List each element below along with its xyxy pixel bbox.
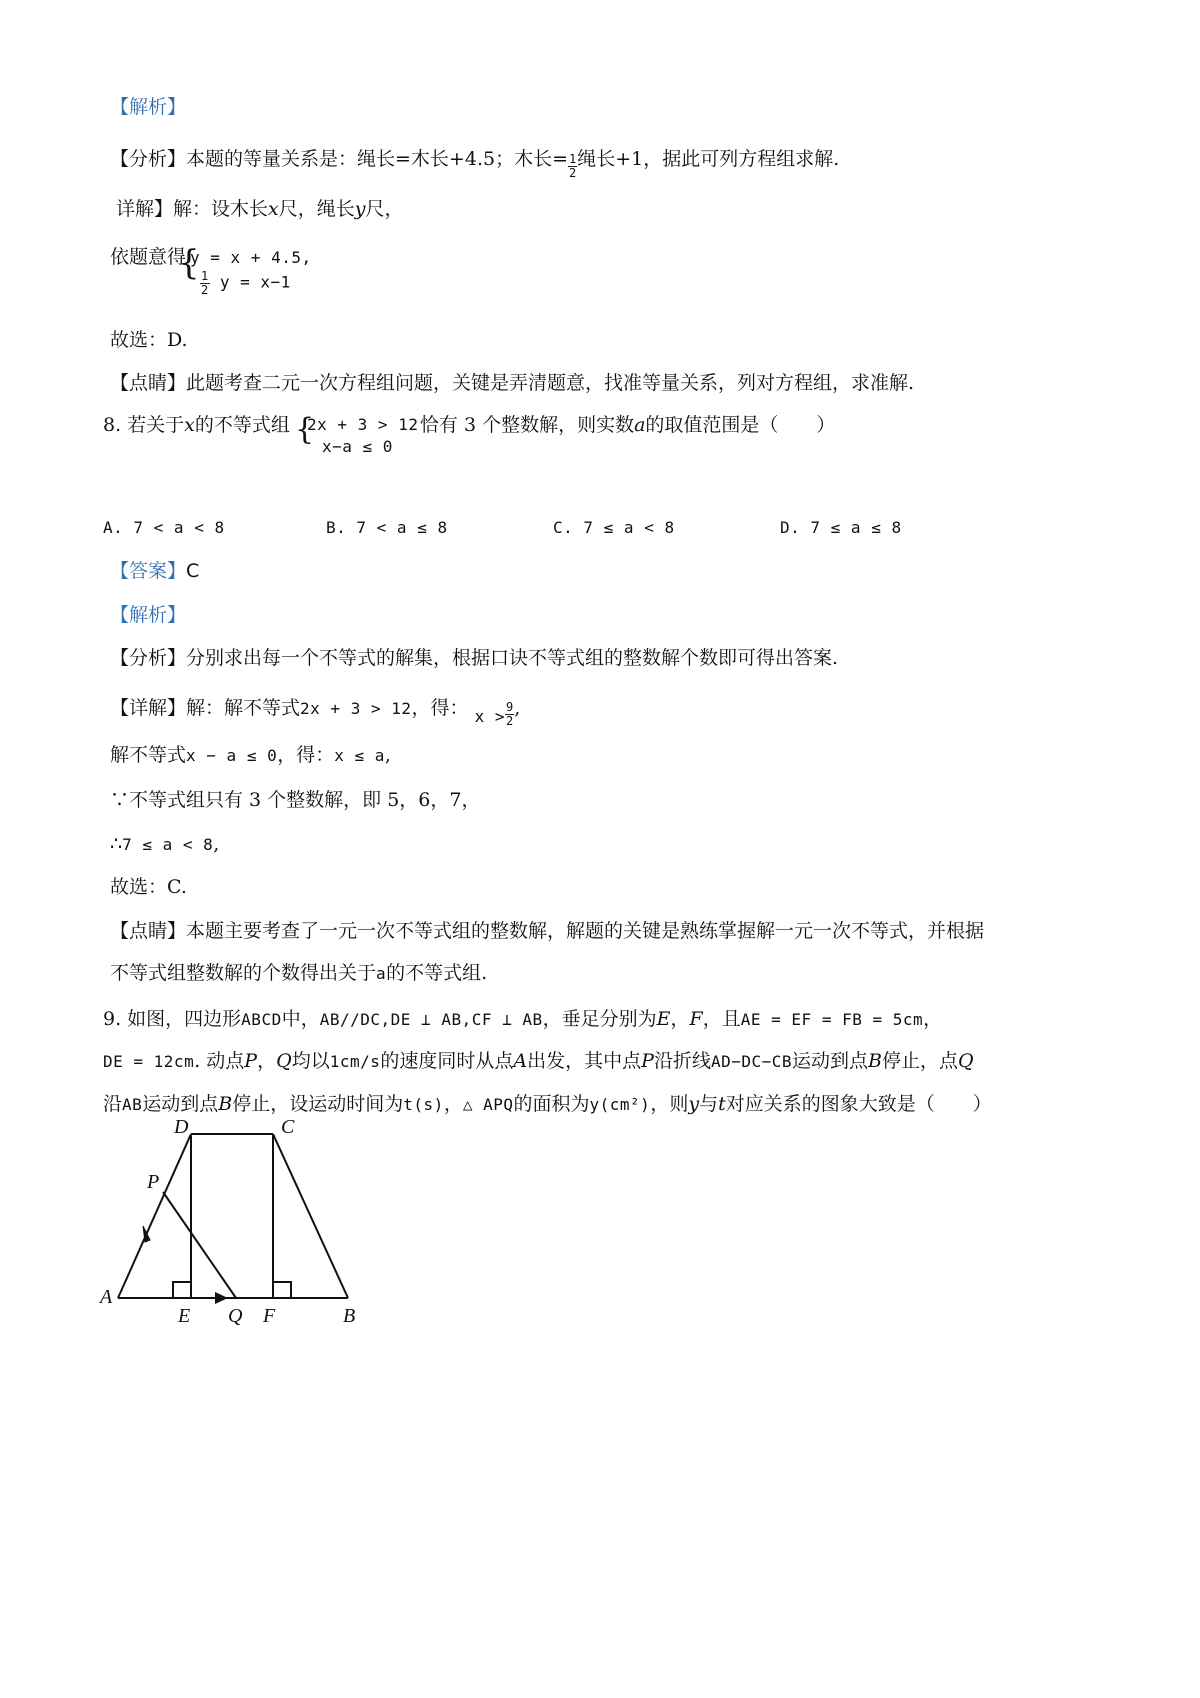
- var-x: x: [268, 198, 279, 220]
- jiexi-header: 【解析】: [110, 604, 187, 626]
- q8-line3: ∵不等式组只有 3 个整数解，即 5，6，7，: [110, 789, 481, 811]
- q8-answer: [110, 560, 199, 583]
- answer-value: C: [186, 560, 200, 582]
- label-a: A: [100, 1286, 113, 1308]
- equation-intro: 依题意得: [110, 246, 187, 268]
- system-brace: {: [178, 243, 200, 283]
- answer-choice: 故选：C.: [110, 876, 187, 898]
- detail-text: 尺，: [365, 198, 404, 220]
- q8-comment: 【点睛】本题主要考查了一元一次不等式组的整数解，解题的关键是熟练掌握解一元一次不等式，并根据: [110, 920, 985, 942]
- label-p: P: [147, 1171, 160, 1193]
- label-e: E: [178, 1305, 191, 1327]
- q7-comment: [110, 372, 914, 395]
- comment-text: 此题考查二元一次方程组问题，关键是弄清题意，找准等量关系，列对方程组，求准解.: [186, 372, 915, 394]
- right-angle-f: [273, 1282, 291, 1298]
- q8-line2: 解不等式x − a ≤ 0，得：x ≤ a,: [110, 744, 391, 766]
- label-d: D: [174, 1116, 189, 1138]
- option-c[interactable]: C. 7 ≤ a < 8: [553, 518, 675, 537]
- q7-detail: [116, 198, 404, 221]
- fraction-half: $\frac{1}{2}$: [201, 269, 209, 297]
- jiexi-header: 【解析】: [110, 96, 187, 118]
- fraction-nine-halves: $\frac{9}{2}$: [505, 700, 514, 728]
- right-angle-e: [173, 1282, 191, 1298]
- option-b[interactable]: B. 7 < a ≤ 8: [326, 518, 448, 537]
- comment-label: 【点睛】: [110, 372, 187, 394]
- equation-2: $\frac{1}{2}$ y = x−1: [201, 269, 291, 297]
- analysis-text: 本题的等量关系是：绳长=木长+4.5；木长=: [186, 148, 568, 171]
- analysis-label: 【分析】: [110, 148, 187, 171]
- answer-choice: 故选：D.: [110, 329, 188, 351]
- q9-line1: 9. 如图，四边形ABCD中，AB//DC,DE ⊥ AB,CF ⊥ AB，垂足分别为E，F，且AE = EF = FB = 5cm，: [103, 1008, 943, 1030]
- q9-line3: 沿AB运动到点B停止，设运动时间为t(s)，△ APQ的面积为y(cm²)，则y与t对应关系的图象大致是（ ）: [103, 1093, 992, 1115]
- q7-analysis: [110, 141, 839, 179]
- option-a[interactable]: A. 7 < a < 8: [103, 518, 225, 537]
- system-brace: {: [295, 412, 315, 447]
- arrow-right-icon: [215, 1292, 228, 1304]
- detail-label: 详解】: [116, 198, 174, 220]
- q8-analysis: 【分析】分别求出每一个不等式的解集，根据口诀不等式组的整数解个数即可得出答案.: [110, 647, 839, 669]
- fraction-half: $\frac{1}{2}$: [569, 152, 577, 180]
- q9-line2: DE = 12cm. 动点P，Q均以1cm/s的速度同时从点A出发，其中点P沿折线AD−DC−CB运动到点B停止，点Q: [103, 1050, 974, 1072]
- var-y: y: [354, 198, 366, 220]
- detail-text: 尺，绳长: [278, 198, 355, 220]
- trapezoid-figure: [96, 1105, 386, 1355]
- detail-text: 解：设木长: [173, 198, 269, 220]
- label-f: F: [263, 1305, 276, 1327]
- q8-line4: ∴7 ≤ a < 8,: [110, 833, 220, 855]
- label-b: B: [343, 1305, 356, 1327]
- answer-label: 【答案】: [110, 560, 187, 582]
- q8-detail: 【详解】解：解不等式2x + 3 > 12，得： $_{x >}$ $\frac{9}{2}$ ,: [110, 697, 521, 728]
- inequality-2: x−a ≤ 0: [322, 437, 393, 456]
- label-q: Q: [228, 1305, 243, 1327]
- option-d[interactable]: D. 7 ≤ a ≤ 8: [780, 518, 902, 537]
- segment-cb: [273, 1134, 348, 1298]
- label-c: C: [281, 1116, 295, 1138]
- equation-1: y = x + 4.5,: [190, 248, 312, 267]
- q8-stem: 8. 若关于x的不等式组 恰有 3 个整数解，则实数a的取值范围是（ ）: [103, 414, 836, 436]
- analysis-text-end: 绳长+1，据此可列方程组求解.: [577, 148, 840, 171]
- q8-comment-cont: 不等式组整数解的个数得出关于a的不等式组.: [110, 962, 488, 984]
- inequality-1: 2x + 3 > 12: [307, 415, 419, 434]
